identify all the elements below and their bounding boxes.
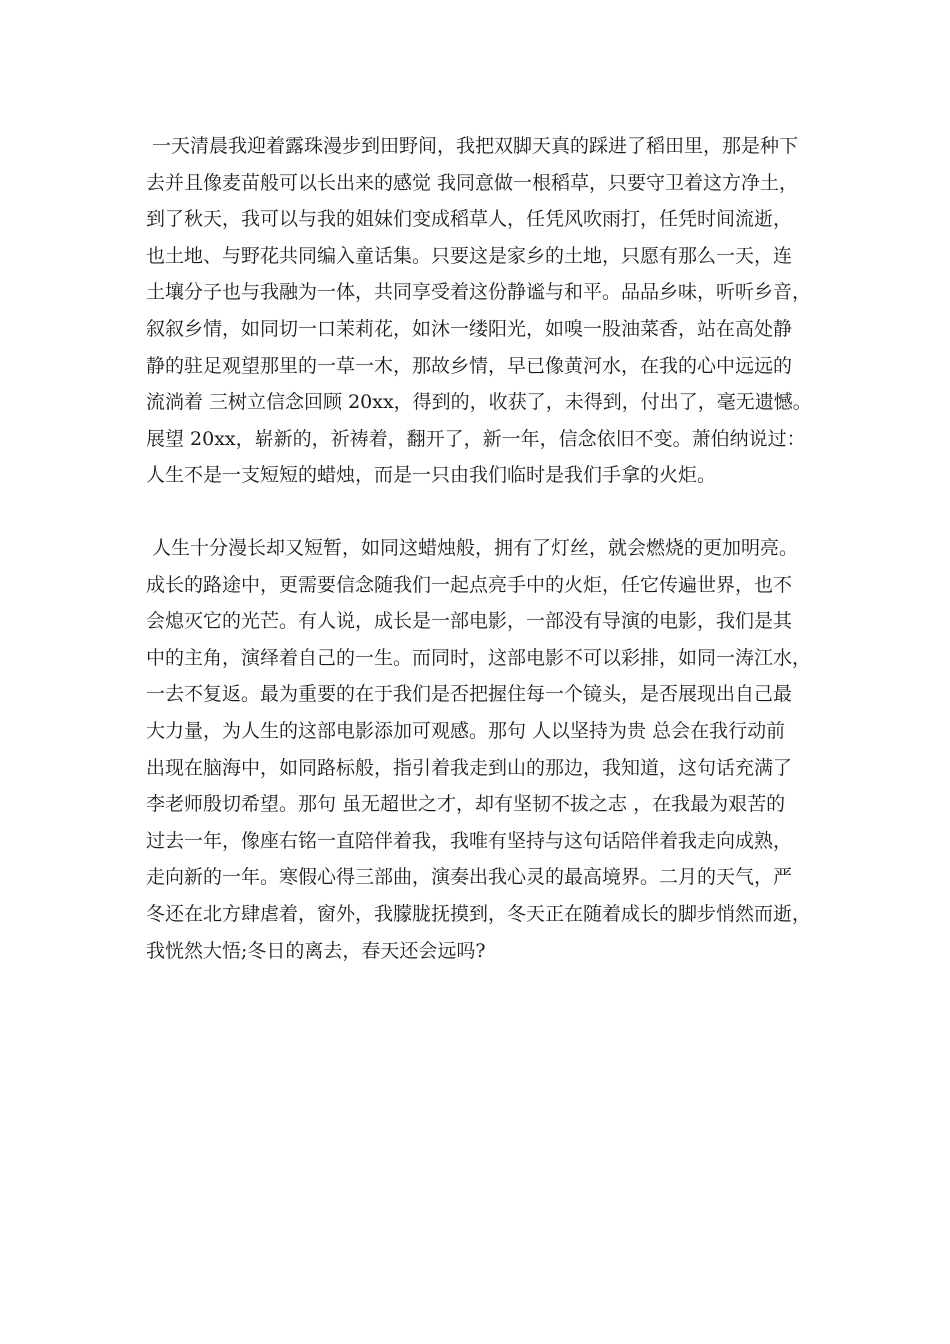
- text-line: 会熄灭它的光芒。有人说，成长是一部电影，一部没有导演的电影，我们是其: [146, 610, 793, 633]
- text-line: 也土地、与野花共同编入童话集。只要这是家乡的土地，只愿有那么一天，连: [146, 244, 793, 267]
- text-line: 人生不是一支短短的蜡烛，而是一只由我们临时是我们手拿的火炬。: [146, 464, 717, 487]
- text-line: 人生十分漫长却又短暂，如同这蜡烛般，拥有了灯丝，就会燃烧的更加明亮。: [146, 537, 799, 559]
- text-line: 到了秋天，我可以与我的姐妹们变成稻草人，任凭风吹雨打，任凭时间流逝，: [146, 208, 793, 231]
- text-line: 土壤分子也与我融为一体，共同享受着这份静谧与和平。品品乡味，听听乡音，: [146, 281, 812, 304]
- text-line: 一天清晨我迎着露珠漫步到田野间，我把双脚天真的踩进了稻田里，那是种下: [146, 135, 799, 157]
- text-line: 冬还在北方肆虐着，窗外，我朦胧抚摸到，冬天正在随着成长的脚步悄然而逝，: [146, 902, 812, 925]
- text-line: 走向新的一年。寒假心得三部曲，演奏出我心灵的最高境界。二月的天气，严: [146, 866, 793, 889]
- text-line: 展望 20xx，崭新的，祈祷着，翻开了，新一年，信念依旧不变。萧伯纳说过：: [146, 427, 806, 450]
- text-line: 大力量，为人生的这部电影添加可观感。那句 人以坚持为贵 总会在我行动前: [146, 719, 786, 742]
- text-line: 出现在脑海中，如同路标般，指引着我走到山的那边，我知道，这句话充满了: [146, 756, 793, 779]
- text-line: 去并且像麦苗般可以长出来的感觉 我同意做一根稻草，只要守卫着这方净土，: [146, 171, 799, 194]
- text-line: 流淌着 三树立信念回顾 20xx，得到的，收获了，未得到，付出了，毫无遗憾。: [146, 391, 812, 414]
- text-line: 李老师殷切希望。那句 虽无超世之才，却有坚韧不拔之志 ，在我最为艰苦的: [146, 793, 786, 816]
- text-line: 叙叙乡情，如同切一口茉莉花，如沐一缕阳光，如嗅一股油菜香，站在高处静: [146, 317, 793, 340]
- text-line: 过去一年，像座右铭一直陪伴着我，我唯有坚持与这句话陪伴着我走向成熟，: [146, 829, 793, 852]
- text-line: 我恍然大悟;冬日的离去，春天还会远吗?: [146, 939, 486, 962]
- text-line: 一去不复返。最为重要的在于我们是否把握住每一个镜头，是否展现出自己最: [146, 683, 793, 706]
- text-line: 成长的路途中，更需要信念随我们一起点亮手中的火炬，任它传遍世界，也不: [146, 573, 793, 596]
- text-line: 中的主角，演绎着自己的一生。而同时，这部电影不可以彩排，如同一涛江水，: [146, 646, 812, 669]
- paragraph-2: [146, 530, 816, 969]
- paragraph-1: [146, 128, 816, 494]
- text-line: 静的驻足观望那里的一草一木，那故乡情，早已像黄河水，在我的心中远远的: [146, 354, 793, 377]
